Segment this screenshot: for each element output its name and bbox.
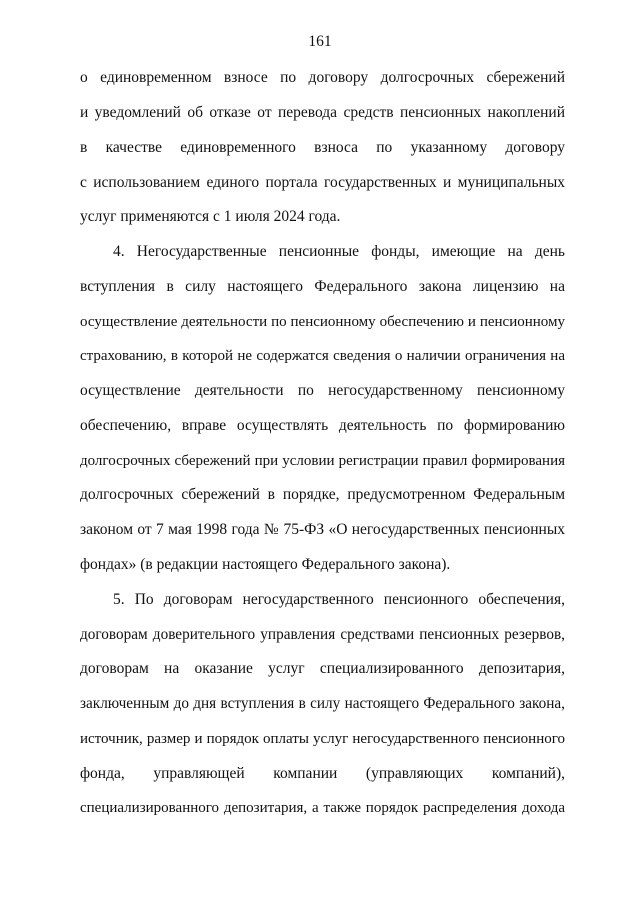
text-line: источник, размер и порядок оплаты услуг негосударственного пенсионного	[80, 731, 565, 747]
text-line: долгосрочных сбережений при условии регистрации правил формирования	[80, 453, 565, 469]
text-line: осуществление деятельности по негосударственному пенсионному	[80, 382, 565, 399]
text-line: с использованием единого портала государственных и муниципальных	[80, 174, 565, 191]
paragraph-5-first-line: 5. По договорам негосударственного пенсионного обеспечения,	[113, 591, 565, 608]
text-line: и уведомлений об отказе от перевода средств пенсионных накоплений	[80, 104, 565, 121]
text-line: законом от 7 мая 1998 года № 75-ФЗ «О негосударственных пенсионных	[80, 521, 565, 538]
page-number: 161	[308, 33, 332, 50]
text-line: заключенным до дня вступления в силу настоящего Федерального закона,	[80, 695, 565, 712]
text-line: фонда, управляющей компании (управляющих компаний),	[80, 765, 565, 782]
text-line: фондах» (в редакции настоящего Федерального закона).	[80, 556, 451, 573]
text-line: осуществление деятельности по пенсионному обеспечению и пенсионному	[80, 314, 565, 330]
paragraph-4-first-line: 4. Негосударственные пенсионные фонды, имеющие на день	[113, 243, 565, 260]
text-line: обеспечению, вправе осуществлять деятельность по формированию	[80, 417, 565, 434]
text-line: долгосрочных сбережений в порядке, предусмотренном Федеральным	[80, 486, 565, 503]
text-line: в качестве единовременного взноса по указанному договору	[80, 139, 565, 156]
text-line: о единовременном взносе по договору долгосрочных сбережений	[80, 69, 565, 86]
text-line: договорам доверительного управления средствами пенсионных резервов,	[80, 626, 565, 643]
text-line: договорам на оказание услуг специализированного депозитария,	[80, 660, 565, 677]
text-line: услуг применяются с 1 июля 2024 года.	[80, 208, 341, 225]
text-line: специализированного депозитария, а также порядок распределения дохода	[80, 800, 565, 816]
text-line: страхованию, в которой не содержатся сведения о наличии ограничения на	[80, 348, 565, 364]
text-line: вступления в силу настоящего Федерального закона лицензию на	[80, 278, 565, 295]
